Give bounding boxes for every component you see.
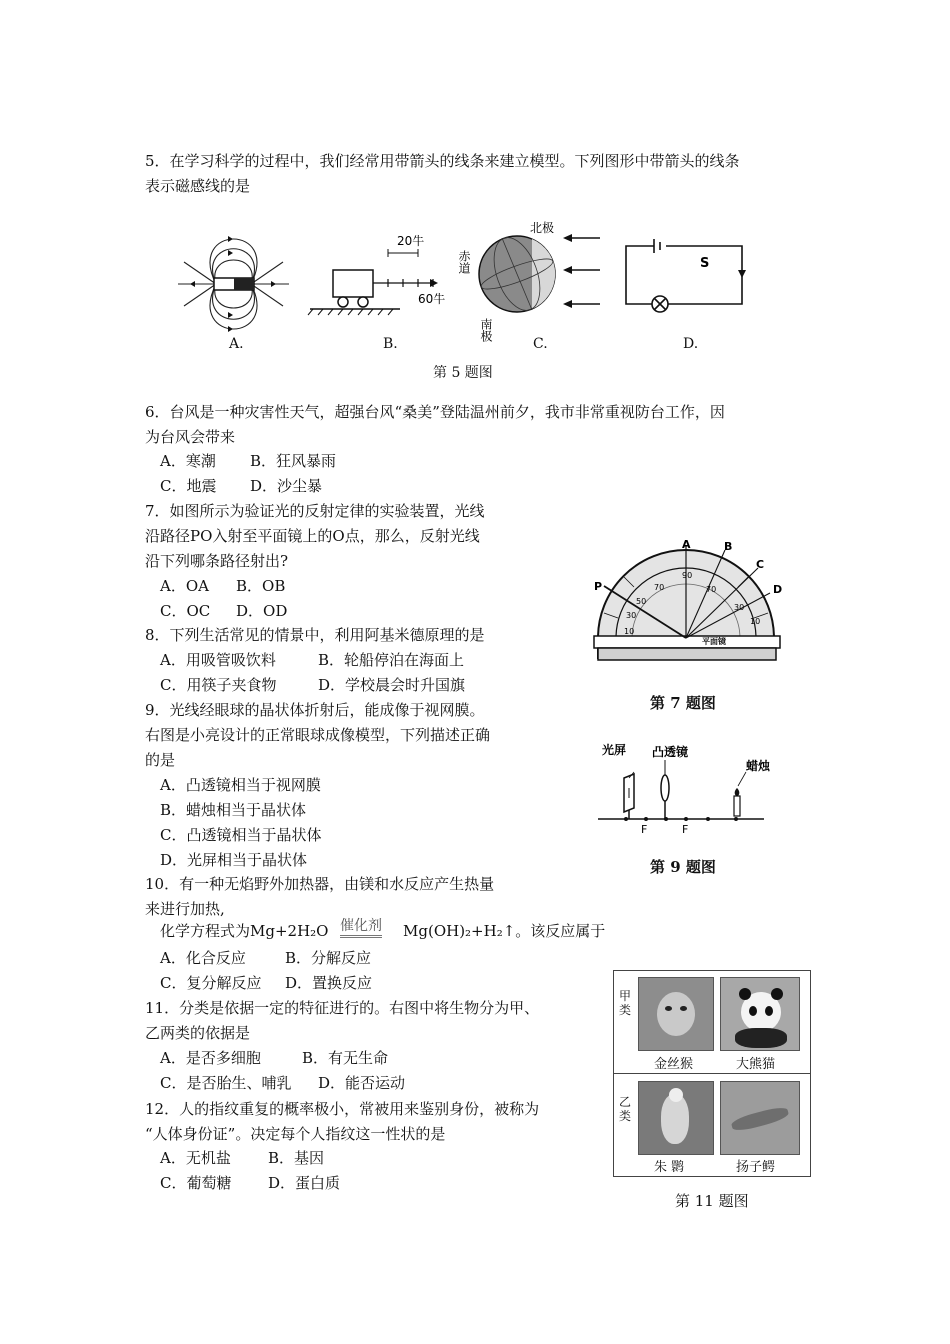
q7-option-b: B．OB [236, 577, 286, 595]
chinese-alligator-photo [720, 1081, 800, 1155]
q11-option-d: D．能否运动 [318, 1074, 406, 1092]
fig7-tick-50: 50 [636, 597, 647, 606]
golden-monkey-photo [638, 977, 714, 1051]
fig9-lens-label: 凸透镜 [652, 745, 689, 759]
giant-panda-photo [720, 977, 800, 1051]
q6-option-a: A．寒潮 [160, 452, 216, 470]
q12-option-a: A．无机盐 [160, 1149, 231, 1167]
fig5d-switch-label: S [700, 256, 710, 271]
crested-ibis-photo [638, 1081, 714, 1155]
q11-option-b: B．有无生命 [302, 1049, 389, 1067]
q9-line3: 的是 [145, 751, 176, 769]
circuit-figure [620, 236, 750, 316]
q6-line2: 为台风会带来 [145, 428, 236, 446]
fig5c-north: 北极 [530, 221, 555, 235]
fig11-caption: 第 11 题图 [675, 1192, 749, 1210]
q10-option-d: D．置换反应 [285, 974, 373, 992]
q8-option-b: B．轮船停泊在海面上 [318, 651, 465, 669]
fig5-option-b: B. [383, 336, 398, 352]
group-jia-label: 甲类 [619, 989, 632, 1017]
fig7-tick-90: 90 [682, 571, 693, 580]
fig7-tick-30: 30 [626, 611, 637, 620]
q9-option-b: B．蜡烛相当于晶状体 [160, 801, 307, 819]
q8-option-a: A．用吸管吸饮料 [160, 651, 276, 669]
fig5-caption: 第 5 题图 [433, 365, 493, 381]
q7-line2: 沿路径PO入射至平面镜上的O点，那么，反射光线 [145, 527, 480, 545]
fig5b-top-label: 20牛 [397, 234, 425, 248]
q6-option-b: B．狂风暴雨 [250, 452, 337, 470]
q9-option-d: D．光屏相当于晶状体 [160, 851, 308, 869]
chinese-alligator-label: 扬子鳄 [736, 1160, 776, 1175]
fig7-label-c: C [756, 558, 765, 571]
q9-option-c: C．凸透镜相当于晶状体 [160, 826, 322, 844]
q11-option-a: A．是否多细胞 [160, 1049, 261, 1067]
q12-option-c: C．葡萄糖 [160, 1174, 232, 1192]
fig9-focus-2: F [682, 823, 689, 836]
fig7-label-d: D [773, 583, 783, 596]
q9-line2: 右图是小亮设计的正常眼球成像模型，下列描述正确 [145, 726, 491, 744]
crested-ibis-label: 朱 鹮 [654, 1160, 685, 1175]
q9-option-a: A．凸透镜相当于视网膜 [160, 776, 321, 794]
earth-sunlight-figure [457, 218, 607, 342]
q5-line2: 表示磁感线的是 [145, 177, 251, 195]
q6-option-d: D．沙尘暴 [250, 477, 323, 495]
q7-line1: 7．如图所示为验证光的反射定律的实验装置，光线 [145, 502, 485, 520]
q10-catalyst: 催化剂 [340, 918, 382, 938]
q9-line1: 9．光线经眼球的晶状体折射后，能成像于视网膜。 [145, 701, 485, 719]
q10-line2: 来进行加热, [145, 900, 225, 918]
q10-option-c: C．复分解反应 [160, 974, 262, 992]
fig7-tick-70r: 70 [706, 585, 717, 594]
giant-panda-label: 大熊猫 [736, 1057, 776, 1072]
fig9-screen-label: 光屏 [602, 743, 627, 757]
fig5b-bottom-label: 60牛 [418, 292, 446, 306]
fig7-label-a: A [682, 538, 691, 551]
fig9-candle-label: 蜡烛 [746, 759, 771, 773]
q7-option-d: D．OD [236, 602, 288, 620]
reflection-protractor-figure [590, 538, 790, 673]
cart-force-figure [305, 228, 455, 316]
q6-line1: 6．台风是一种灾害性天气，超强台风“桑美”登陆温州前夕，我市非常重视防台工作，因 [145, 403, 725, 421]
fig9-focus-1: F [641, 823, 648, 836]
q12-line2: “人体身份证”。决定每个人指纹这一性状的是 [145, 1125, 446, 1143]
fig7-caption: 第 7 题图 [650, 694, 716, 712]
fig5c-south: 南极 [479, 318, 493, 342]
optical-bench-figure [596, 738, 771, 836]
fig7-tick-30r: 30 [734, 603, 745, 612]
q6-option-c: C．地震 [160, 477, 217, 495]
group-yi-label: 乙类 [619, 1095, 632, 1123]
q8-option-c: C．用筷子夹食物 [160, 676, 277, 694]
q7-option-a: A．OA [160, 577, 209, 595]
q10-equation-right: Mg(OH)₂+H₂↑。该反应属于 [403, 922, 606, 940]
bar-magnet-figure [176, 232, 291, 322]
q11-line2: 乙两类的依据是 [145, 1024, 251, 1042]
golden-monkey-label: 金丝猴 [654, 1057, 694, 1072]
fig5-option-c: C. [533, 336, 548, 352]
classification-figure [613, 970, 811, 1177]
fig7-label-p: P [594, 580, 603, 593]
q10-option-b: B．分解反应 [285, 949, 372, 967]
q7-line3: 沿下列哪条路径射出? [145, 552, 289, 570]
fig9-caption: 第 9 题图 [650, 858, 716, 876]
q12-line1: 12．人的指纹重复的概率极小，常被用来鉴别身份，被称为 [145, 1100, 540, 1118]
q10-equation-left: 化学方程式为Mg+2H₂O [160, 922, 329, 940]
q11-line1: 11．分类是依据一定的特征进行的。右图中将生物分为甲、 [145, 999, 540, 1017]
q11-option-c: C．是否胎生、哺乳 [160, 1074, 292, 1092]
fig5-option-a: A. [229, 336, 244, 352]
fig7-label-b: B [724, 540, 733, 553]
fig7-tick-10: 10 [624, 627, 635, 636]
q8-line1: 8．下列生活常见的情景中，利用阿基米德原理的是 [145, 626, 485, 644]
q10-line1: 10．有一种无焰野外加热器，由镁和水反应产生热量 [145, 875, 495, 893]
q10-option-a: A．化合反应 [160, 949, 246, 967]
q12-option-b: B．基因 [268, 1149, 325, 1167]
q8-option-d: D．学校晨会时升国旗 [318, 676, 466, 694]
fig7-tick-10r: 10 [750, 617, 761, 626]
q12-option-d: D．蛋白质 [268, 1174, 341, 1192]
fig7-tick-70: 70 [654, 583, 665, 592]
fig5-option-d: D. [683, 336, 699, 352]
q7-option-c: C．OC [160, 602, 211, 620]
fig5c-equator-1: 赤道 [457, 250, 471, 274]
q5-line1: 5．在学习科学的过程中，我们经常用带箭头的线条来建立模型。下列图形中带箭头的线条 [145, 152, 740, 170]
fig7-mirror-label: 平面镜 [702, 637, 726, 646]
